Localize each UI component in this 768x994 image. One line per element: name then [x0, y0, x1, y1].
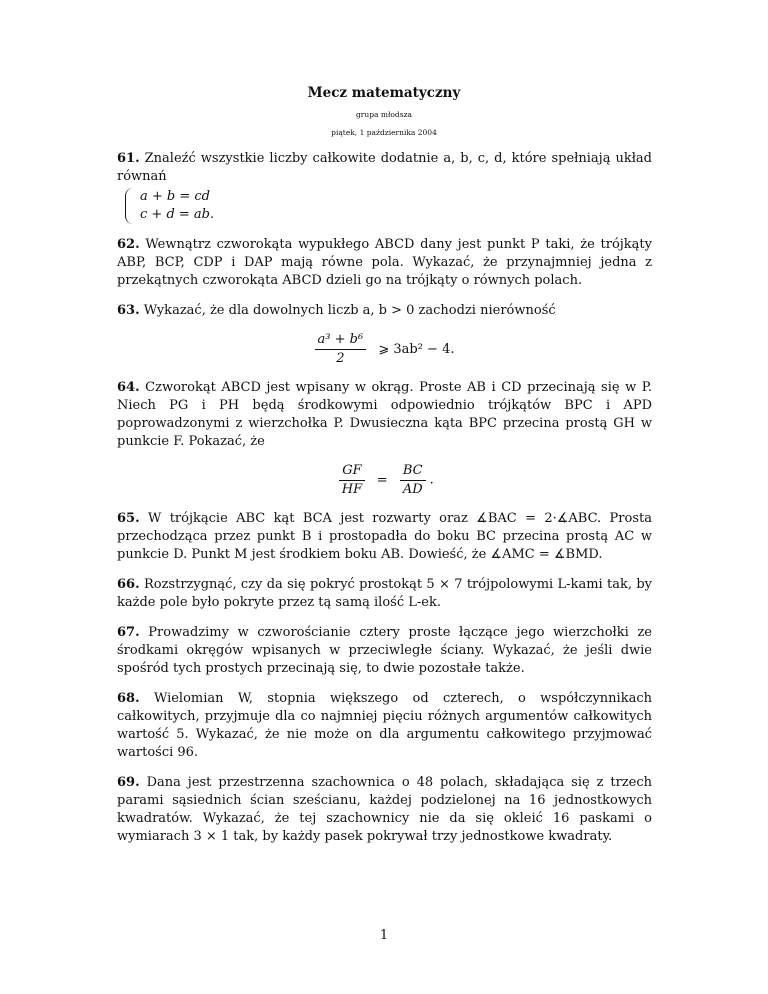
fraction-denominator: AD	[402, 482, 423, 497]
problem-69	[117, 774, 652, 846]
problem-text: Rozstrzygnąć, czy da się pokryć prostokąt 5 × 7 trójpolowymi L-kami tak, by każde pole było pokryte przez tą samą ilość L-ek.	[117, 577, 652, 610]
problem-text: Wielomian W, stopnia większego od czterech, o współczynnikach całkowitych, przyjmuje dla co najmniej pięciu różnych argumentów całkowitych wartość 5. Wykazać, że nie może on dla argumentu całkowitego przyjmować wartości 96.	[117, 691, 652, 760]
problem-number: 61.	[117, 151, 140, 166]
document-subtitle: grupa młodsza	[355, 110, 412, 119]
formula-rhs: ⩾ 3ab² − 4.	[378, 341, 455, 357]
problem-number: 65.	[117, 511, 140, 526]
problem-text: Znaleźć wszystkie liczby całkowite dodatnie a, b, c, d, które spełniają układ równań	[117, 151, 652, 184]
problem-number: 66.	[117, 577, 140, 592]
equals-sign: =	[376, 472, 388, 488]
problem-63	[117, 302, 652, 367]
problem-62	[117, 236, 652, 290]
problem-text: Dana jest przestrzenna szachownica o 48 polach, składająca się z trzech parami sąsiednich ścian sześcianu, każdej podzielonej na 16 jednostkowych kwadratów. Wykazać, że tej szachownicy nie da się okleić 16 paskami o wymiarach 3 × 1 tak, by każdy pasek pokrywał trzy jednostkowe kwadraty.	[117, 775, 652, 844]
problem-number: 64.	[117, 380, 140, 395]
problem-text: Czworokąt ABCD jest wpisany w okrąg. Proste AB i CD przecinają się w P. Niech PG i PH będą środkowymi odpowiednio trójkątów BPC i APD poprowadzonymi z wierzchołka P. Dwusieczna kąta BPC przecina prostą GH w punkcie F. Pokazać, że	[117, 380, 652, 449]
fraction	[339, 463, 364, 498]
formula-period: .	[429, 472, 434, 488]
problem-65	[117, 510, 652, 564]
problem-text: Wykazać, że dla dowolnych liczb a, b > 0 zachodzi nierówność	[143, 303, 556, 318]
document-date: piątek, 1 października 2004	[331, 128, 437, 137]
problem-64	[117, 379, 652, 498]
brace-symbol	[125, 188, 136, 224]
display-formula	[117, 332, 652, 367]
page-number: 1	[379, 928, 389, 943]
problem-list	[117, 150, 652, 858]
problem-66	[117, 576, 652, 612]
fraction	[400, 463, 426, 498]
fraction-numerator: a³ + b⁶	[315, 332, 367, 350]
fraction-numerator: BC	[400, 463, 426, 481]
problem-number: 67.	[117, 625, 140, 640]
problem-number: 62.	[117, 237, 140, 252]
problem-number: 68.	[117, 691, 140, 706]
document-header	[0, 84, 768, 138]
equation-system	[125, 188, 652, 224]
problem-text: Wewnątrz czworokąta wypukłego ABCD dany jest punkt P taki, że trójkąty ABP, BCP, CDP i DAP mają równe pola. Wykazać, że przynajmniej jedna z przekątnych czworokąta ABCD dzieli go na trójkąty o równych polach.	[117, 237, 652, 288]
problem-61	[117, 150, 652, 224]
fraction-numerator: GF	[339, 463, 364, 481]
problem-number: 63.	[117, 303, 140, 318]
equation-line: a + b = cd	[140, 189, 210, 204]
problem-68	[117, 690, 652, 762]
fraction-denominator: 2	[336, 351, 345, 366]
problem-text: W trójkącie ABC kąt BCA jest rozwarty oraz ∡BAC = 2·∡ABC. Prosta przechodząca przez punkt B i prostopadła do boku BC przecina prostą AC w punkcie D. Punkt M jest środkiem boku AB. Dowieść, że ∡AMC = ∡BMD.	[117, 511, 652, 562]
problem-number: 69.	[117, 775, 140, 790]
display-formula	[117, 463, 652, 498]
fraction-denominator: HF	[341, 482, 363, 497]
document-title: Mecz matematyczny	[307, 85, 461, 101]
equation-line: c + d = ab.	[140, 207, 215, 222]
problem-67	[117, 624, 652, 678]
problem-text: Prowadzimy w czworościanie cztery proste łączące jego wierzchołki ze środkami okręgów wpisanych w przeciwległe ściany. Wykazać, że jeśli dwie spośród tych prostych przecinają się, to dwie pozostałe także.	[117, 625, 652, 676]
fraction	[315, 332, 367, 367]
